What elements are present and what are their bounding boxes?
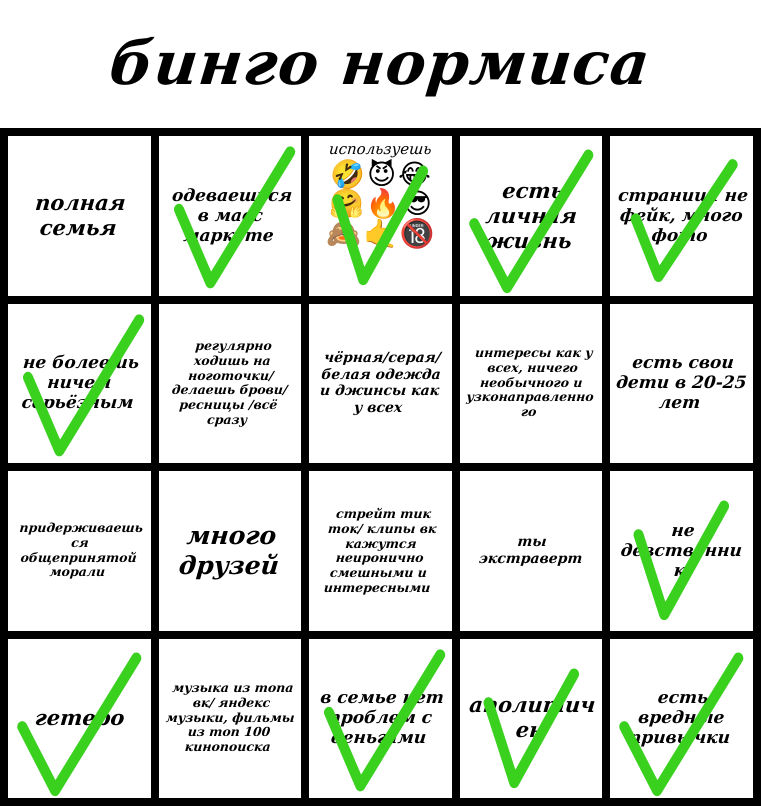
bingo-cell[interactable] [610, 304, 753, 464]
emoji-grid [326, 160, 435, 248]
title-bar [0, 0, 761, 128]
emoji-icon: 😂 [398, 158, 431, 191]
bingo-cell[interactable] [610, 136, 753, 296]
emoji-row [326, 216, 435, 250]
bingo-cell-label: аполитичен [468, 692, 597, 743]
bingo-cell[interactable] [309, 471, 452, 631]
bingo-cell[interactable] [309, 304, 452, 464]
bingo-cell-label: стрейт тик ток/ клипы вк кажутся неиронично смешными и интересными [323, 505, 438, 595]
bingo-cell-label: есть вредные привычки [628, 688, 732, 749]
bingo-cell-label: придерживаешься общепринятой морали [18, 520, 144, 580]
bingo-cell-label: музыка из топа вк/ яндекс музыки, фильмы из топ 100 кинопоиска [164, 680, 295, 755]
bingo-cell-label: есть свои дети в 20-25 лет [615, 353, 748, 414]
bingo-cell[interactable] [610, 639, 753, 799]
bingo-cell[interactable] [8, 639, 151, 799]
bingo-cell-label: интересы как у всех, ничего необычного и узконаправленного [465, 345, 595, 420]
bingo-cell-label: есть личная жизнь [484, 177, 578, 253]
bingo-cell-label: не болеешь ничем серьёзным [20, 353, 140, 414]
emoji-icon: 🤗 [329, 187, 364, 221]
bingo-cell[interactable] [159, 471, 302, 631]
emoji-row [330, 160, 431, 189]
bingo-cell[interactable] [8, 136, 151, 296]
bingo-cell[interactable] [8, 471, 151, 631]
emoji-icon: 🙈 [326, 216, 362, 250]
bingo-cell-label: ты экстраверт [477, 534, 583, 567]
bingo-cell[interactable] [460, 304, 603, 464]
bingo-grid [0, 128, 761, 806]
bingo-cell-label: регулярно ходишь на ноготочки/делаешь брови/ресницы /всё сразу [170, 338, 288, 427]
bingo-cell-label: страница не фейк, много фото [617, 185, 750, 246]
bingo-cell-label: полная семья [34, 189, 127, 240]
emoji-icon: 🤙 [363, 216, 398, 250]
emoji-icon: 🤣 [330, 158, 365, 191]
bingo-cell-label: не девственник [620, 520, 744, 581]
bingo-cell-label: много друзей [177, 521, 280, 580]
bingo-cell[interactable] [460, 471, 603, 631]
bingo-cell[interactable] [309, 136, 452, 296]
bingo-cell[interactable] [460, 639, 603, 799]
bingo-cell[interactable] [159, 639, 302, 799]
bingo-cell-label: чёрная/серая/белая одежда и джинсы как у всех [319, 350, 442, 416]
emoji-icon: 😈 [366, 158, 397, 191]
emoji-icon: 🔥 [365, 187, 401, 221]
emoji-row [329, 187, 432, 221]
bingo-cell-label: одеваешься в масс маркете [170, 185, 293, 246]
bingo-cell-label: в семье нет проблем с деньгами [319, 688, 445, 749]
bingo-cell[interactable] [159, 136, 302, 296]
bingo-cell-label: гетеро [33, 704, 126, 730]
emoji-icon: 🔞 [399, 216, 435, 250]
emoji-icon: 😎 [402, 187, 432, 221]
bingo-cell[interactable] [610, 471, 753, 631]
page-title: бинго нормиса [106, 29, 655, 99]
bingo-cell[interactable] [8, 304, 151, 464]
bingo-cell[interactable] [460, 136, 603, 296]
bingo-cell[interactable] [309, 639, 452, 799]
bingo-cell-caption: используешь [328, 140, 433, 158]
bingo-cell[interactable] [159, 304, 302, 464]
